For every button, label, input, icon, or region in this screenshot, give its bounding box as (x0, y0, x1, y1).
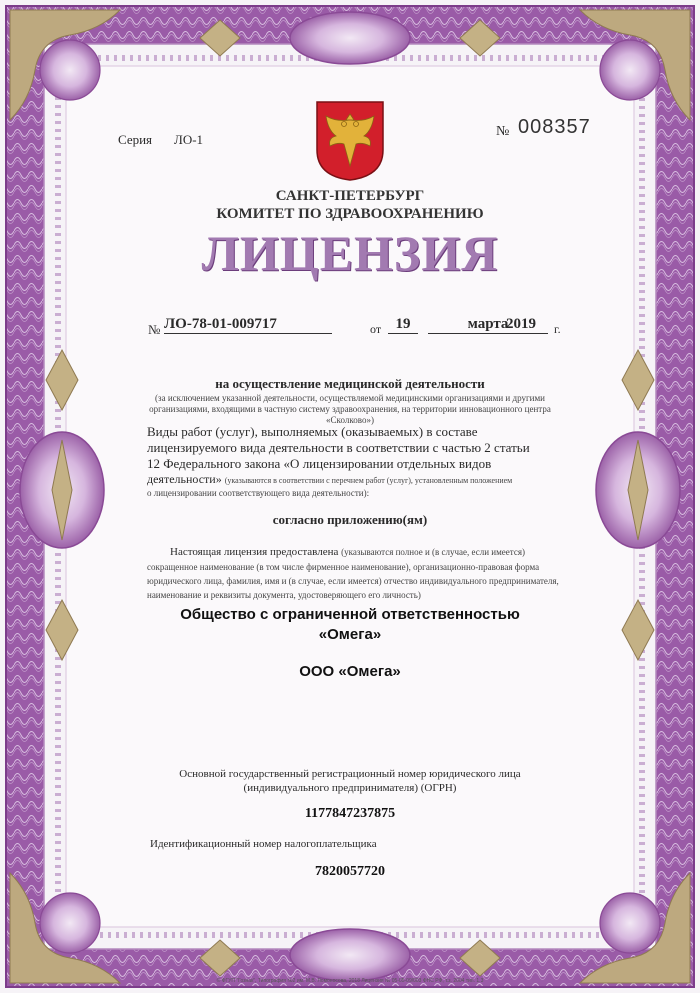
issued-to-line-1 (170, 546, 525, 558)
series-label: Серия (118, 132, 153, 147)
org-full-name-line-2: «Омега» (318, 626, 382, 643)
works-line-5: о лицензировании соответствующего вида деятельности): (147, 488, 370, 498)
ogrn-value: 1177847237875 (304, 806, 396, 821)
license-number: ЛО-78-01-009717 (164, 316, 332, 334)
org-short-name: ООО «Омега» (299, 663, 401, 680)
works-line-3: 12 Федерального закона «О лицензировании отдельных видов (147, 456, 492, 471)
blank-number-sign: № (496, 124, 510, 139)
city-title: САНКТ-ПЕТЕРБУРГ (275, 188, 425, 204)
blank-number: 008357 (518, 116, 591, 138)
activity-title: на осуществление медицинской деятельности (215, 376, 485, 391)
committee-title: КОМИТЕТ ПО ЗДРАВООХРАНЕНИЮ (216, 206, 484, 222)
license-number-sign: № (148, 322, 161, 337)
works-line-2: лицензируемого вида деятельности в соответствии с частью 2 статьи (147, 440, 530, 455)
issued-note-line-3: наименование и реквизиты документа, удостоверяющего его личность) (147, 590, 421, 600)
inn-value: 7820057720 (315, 864, 385, 879)
issued-to-note-start: (указываются полное и (в случае, если имеется) (341, 547, 525, 557)
activity-note-line-3: «Сколково») (326, 415, 374, 425)
license-year-suffix: г. (554, 322, 561, 336)
inn-label: Идентификационный номер налогоплательщика (150, 838, 377, 850)
per-appendix: согласно приложению(ям) (272, 512, 428, 527)
license-day: 19 (388, 316, 418, 334)
org-full-name-line-1: Общество с ограниченной ответственностью (180, 606, 520, 623)
works-line-4 (147, 472, 512, 487)
issued-to-label: Настоящая лицензия предоставлена (170, 546, 339, 558)
ogrn-label-line-2: (индивидуального предпринимателя) (ОГРН) (243, 782, 457, 794)
series-value: ЛО-1 (174, 132, 204, 147)
date-from-label: от (370, 322, 382, 336)
works-line-4-note: (указываются в соответствии с перечнем работ (услуг), установленным положением (224, 476, 513, 485)
license-month: марта (428, 316, 548, 334)
license-year: 2019 (506, 316, 536, 332)
document-title: ЛИЦЕНЗИЯ (201, 225, 499, 281)
issued-note-line-1: сокращенное наименование (в том числе фирменное наименование), организационно-правовая форма (147, 562, 540, 572)
activity-note-line-1: (за исключением указанной деятельности, осуществляемой медицинскими организациями и другими (155, 393, 545, 403)
activity-note-line-2: организациями, входящими в частную систему здравоохранения, на территории инновационного центра (149, 404, 551, 414)
ogrn-label-line-1: Основной государственный регистрационный номер юридического лица (179, 768, 521, 780)
works-line-1: Виды работ (услуг), выполняемых (оказываемых) в составе (147, 424, 478, 439)
works-line-4-main: деятельности» (147, 472, 222, 486)
issued-note-line-2: юридического лица, фамилия, имя и (в случае, если имеется) отчество индивидуального предпринимателя, (147, 576, 559, 586)
print-imprint: © ФГУП "Гознак", Типография №2 им. М.В. Ломоносова, 2018 Лицензия № 05-05-09/003 ФНС РФ, т.з. 2004 тип. 1.3 (216, 978, 484, 984)
coat-of-arms-icon (315, 100, 385, 182)
